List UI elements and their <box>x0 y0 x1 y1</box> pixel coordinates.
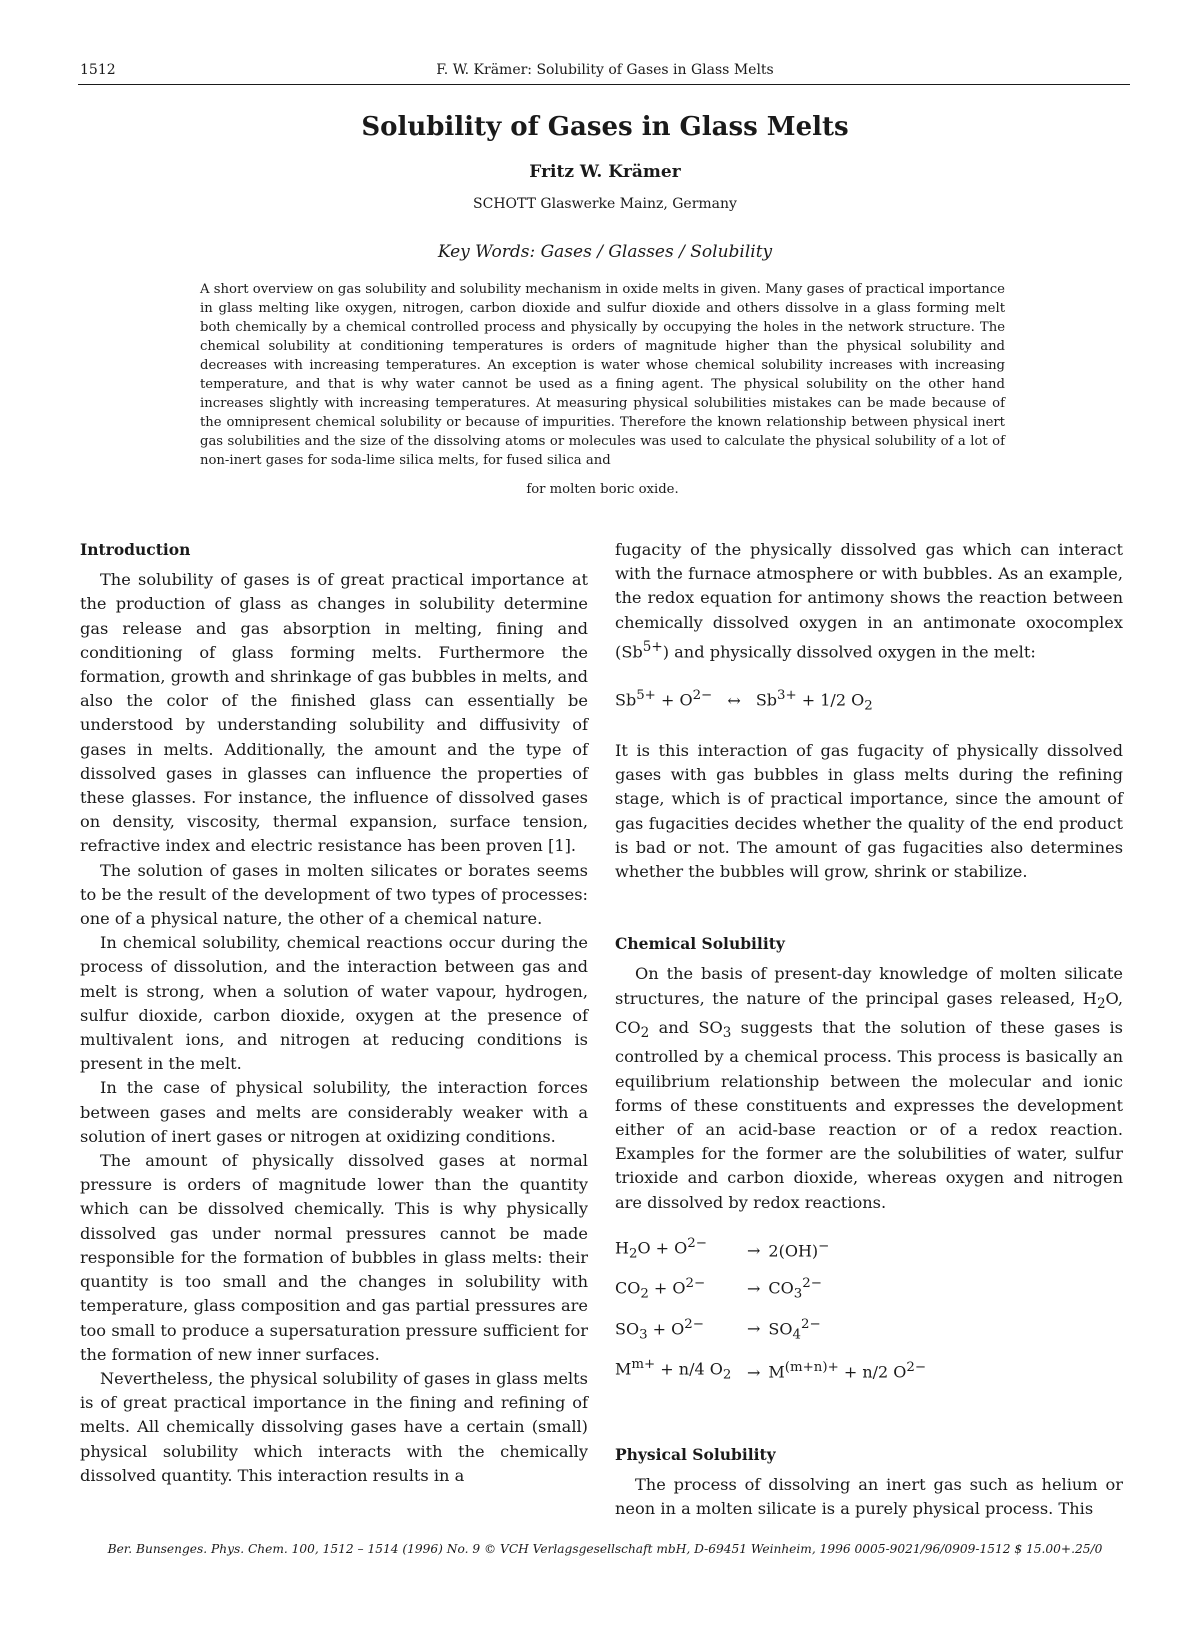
author-name: Fritz W. Krämer <box>529 162 681 182</box>
fugacity-paragraph: fugacity of the physically dissolved gas which can interact with the furnace atmosphere or with bubbles. As an example, the redox equation for antimony shows the reaction between chemically dissolved oxygen in an antimonate oxocomplex $(Sb^{5+})$ and physically dissolved oxygen in the melt: <box>615 540 1123 662</box>
abstract: A short overview on gas solubility and solubility mechanism in oxide melts in given. Many gases of practical importance in glass melting like oxygen, nitrogen, carbon dioxide and sulfur dioxide and others dissolve in a glass forming melt both chemically by a chemical controlled process and physically by occupying the holes in the network structure. The chemical solubility at conditioning temperatures is orders of magnitude higher than the physical solubility and decreases with increasing temperatures. An exception is water whose chemical solubility increases with increasing temperature, and that is why water cannot be used as a fining agent. The physical solubility on the other hand increases slightly with increasing temperatures. At measuring physical solubilities mistakes can be made because of the omnipresent chemical solubility or because of impurities. Therefore the known relationship between physical inert gas solubilities and the size of the dissolving atoms or molecules was used to calculate the physical solubility of a lot of non-inert gases for soda-lime silica melts, for fused silica and <box>200 282 1005 468</box>
equation-water: $H_2O + O^{2-}$ → 2(OH)− <box>615 1235 830 1262</box>
chemical-paragraph: On the basis of present-day knowledge of molten silicate structures, the nature of the principal gases released, $H_2O$, $CO_2$ and $SO_3$ suggests that the solution of these gases is controlled by a chemical process. This process is basically an equilibrium relationship between the molecular and ionic forms of these constituents and expresses the development either of an acid-base reaction or of a redox reaction. Examples for the former are the solubilities of water, sulfur trioxide and carbon dioxide, whereas oxygen and nitrogen are dissolved by redox reactions. <box>615 964 1123 1212</box>
intro-paragraph-5: The amount of physically dissolved gases at normal pressure is orders of magnitude lower than the quantity which can be dissolved chemically. This is why physically dissolved gas under normal pressures cannot be made responsible for the formation of bubbles in glass melts: their quantity is too small and the changes in solubility with temperature, glass composition and gas partial pressures are too small to produce a supersaturation pressure sufficient for the formation of new inner surfaces. <box>80 1151 588 1364</box>
article-title: Solubility of Gases in Glass Melts <box>361 112 849 142</box>
equation-carbon-dioxide: $CO_2 + O^{2-}$ → $CO_3^{2-}$ <box>615 1276 822 1302</box>
abstract-last-line: for molten boric oxide. <box>526 482 679 497</box>
author-affiliation: SCHOTT Glaswerke Mainz, Germany <box>473 196 737 212</box>
running-head: F. W. Krämer: Solubility of Gases in Glass Melts <box>436 62 774 78</box>
page-number: 1512 <box>80 62 116 78</box>
journal-footer: Ber. Bunsenges. Phys. Chem. 100, 1512 – 1514 (1996) No. 9 © VCH Verlagsgesellschaft mbH, D-69451 Weinheim, 1996 0005-9021/96/0909-1512 $ 15.00+.25/0 <box>107 1542 1103 1556</box>
chemical-solubility-heading: Chemical Solubility <box>615 934 785 954</box>
physical-paragraph: The process of dissolving an inert gas such as helium or neon in a molten silicate is a purely physical process. This <box>615 1475 1123 1519</box>
keywords: Key Words: Gases / Glasses / Solubility <box>437 242 773 262</box>
equation-multivalent-ion: $M^{m+} + n/4$ $O_2$ → $M^{(m+n)+} + n/2$ $O^{2-}$ <box>615 1357 927 1383</box>
intro-paragraph-4: In the case of physical solubility, the interaction forces between gases and melts are considerably weaker with a solution of inert gases or nitrogen at oxidizing conditions. <box>80 1078 588 1146</box>
intro-paragraph-1: The solubility of gases is of great practical importance at the production of glass as changes in solubility determine gas release and gas absorption in melting, fining and conditioning of glass forming melts. Furthermore the formation, growth and shrinkage of gas bubbles in melts, and also the color of the finished glass can essentially be understood by understanding solubility and diffusivity of gases in melts. Additionally, the amount and the type of dissolved gases in glasses can influence the properties of these glasses. For instance, the influence of dissolved gases on density, viscosity, thermal expansion, surface tension, refractive index and electric resistance has been proven [1]. <box>80 570 588 856</box>
intro-paragraph-3: In chemical solubility, chemical reactions occur during the process of dissolution, and the interaction between gas and melt is strong, when a solution of water vapour, hydrogen, sulfur dioxide, carbon dioxide, oxygen at the presence of multivalent ions, and nitrogen at reducing conditions is present in the melt. <box>80 933 588 1074</box>
antimony-redox-equation: $Sb^{5+} + O^{2-}$ ↔ $Sb^{3+} + 1/2$ $O_2$ <box>615 688 873 714</box>
intro-paragraph-2: The solution of gases in molten silicates or borates seems to be the result of the development of two types of processes: one of a physical nature, the other of a chemical nature. <box>80 860 588 929</box>
right-column <box>615 538 1123 1522</box>
equation-sulfur-trioxide: $SO_3 + O^{2-}$ → $SO_4^{2-}$ <box>615 1316 821 1343</box>
introduction-heading: Introduction <box>80 540 191 559</box>
left-column <box>80 538 588 1488</box>
refining-paragraph: It is this interaction of gas fugacity of physically dissolved gases with gas bubbles in glass melts during the refining stage, which is of practical importance, since the amount of gas fugacities decides whether the quality of the end product is bad or not. The amount of gas fugacities also determines whether the bubbles will grow, shrink or stabilize. <box>615 740 1123 881</box>
intro-paragraph-6: Nevertheless, the physical solubility of gases in glass melts is of great practical importance in the fining and refining of melts. All chemically dissolving gases have a certain (small) physical solubility which interacts with the chemically dissolved quantity. This interaction results in a <box>80 1368 588 1485</box>
physical-solubility-heading: Physical Solubility <box>615 1444 776 1464</box>
chemical-equations <box>615 1229 926 1391</box>
header-rule <box>78 84 1130 85</box>
